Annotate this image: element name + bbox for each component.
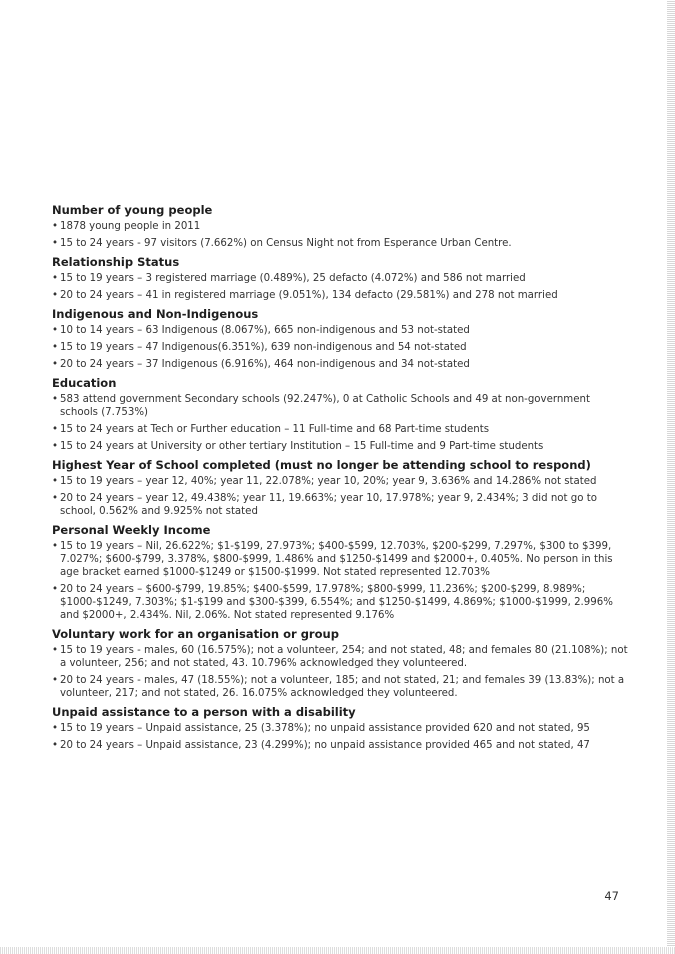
list-item: • 20 to 24 years – Unpaid assistance, 23 (4.299%); no unpaid assistance provided 465 and not stated, 47 <box>52 739 630 752</box>
list-item: • 20 to 24 years – $600-$799, 19.85%; $400-$599, 17.978%; $800-$999, 11.236%; $200-$299, 8.989%; $1000-$1249, 7.303%; $1-$199 and $300-$399, 6.554%; and $1250-$1499, 4.869%; $1000-$1999, 2.996% and $2000+, 2.434%. Nil, 2.06%. Not stated represented 9.176% <box>52 583 630 622</box>
list-item: • 15 to 19 years – Nil, 26.622%; $1-$199, 27.973%; $400-$599, 12.703%, $200-$299, 7.297%, $300 to $399, 7.027%; $600-$799, 3.378%, $800-$999, 1.486% and $1250-$1499 and $2000+, 0.405%. No person in this age bracket earned $1000-$1249 or $1500-$1999. Not stated represented 12.703% <box>52 540 630 579</box>
bullet-list <box>52 722 630 752</box>
list-item: • 583 attend government Secondary schools (92.247%), 0 at Catholic Schools and 49 at non-government schools (7.753%) <box>52 393 630 419</box>
section-unpaid-assistance <box>52 705 630 752</box>
list-item: • 15 to 24 years at University or other tertiary Institution – 15 Full-time and 9 Part-time students <box>52 440 630 453</box>
bullet-list <box>52 644 630 700</box>
page-number: 47 <box>604 889 619 903</box>
section-indigenous <box>52 307 630 371</box>
list-item: • 15 to 19 years – 3 registered marriage (0.489%), 25 defacto (4.072%) and 586 not married <box>52 272 630 285</box>
section-personal-weekly-income <box>52 523 630 622</box>
section-heading: Voluntary work for an organisation or group <box>52 627 339 641</box>
list-item: • 15 to 19 years – 47 Indigenous(6.351%), 639 non-indigenous and 54 not-stated <box>52 341 630 354</box>
section-education <box>52 376 630 453</box>
document-body <box>52 203 630 757</box>
section-number-of-young-people <box>52 203 630 250</box>
list-item: • 10 to 14 years – 63 Indigenous (8.067%), 665 non-indigenous and 53 not-stated <box>52 324 630 337</box>
section-heading: Personal Weekly Income <box>52 523 211 537</box>
section-heading: Indigenous and Non-Indigenous <box>52 307 259 321</box>
list-item: • 20 to 24 years – 41 in registered marriage (9.051%), 134 defacto (29.581%) and 278 not married <box>52 289 630 302</box>
list-item: • 15 to 24 years at Tech or Further education – 11 Full-time and 68 Part-time students <box>52 423 630 436</box>
section-heading: Highest Year of School completed (must no longer be attending school to respond) <box>52 458 591 472</box>
list-item: • 20 to 24 years – year 12, 49.438%; year 11, 19.663%; year 10, 17.978%; year 9, 2.434%; 3 did not go to school, 0.562% and 9.925% not stated <box>52 492 630 518</box>
list-item: • 15 to 19 years – year 12, 40%; year 11, 22.078%; year 10, 20%; year 9, 3.636% and 14.286% not stated <box>52 475 630 488</box>
bullet-list <box>52 272 630 302</box>
list-item: • 1878 young people in 2011 <box>52 220 630 233</box>
section-relationship-status <box>52 255 630 302</box>
bullet-list <box>52 540 630 622</box>
list-item: • 20 to 24 years - males, 47 (18.55%); not a volunteer, 185; and not stated, 21; and females 39 (13.83%); not a volunteer, 217; and not stated, 26. 16.075% acknowledged they volunteered. <box>52 674 630 700</box>
bullet-list <box>52 324 630 371</box>
section-voluntary-work <box>52 627 630 700</box>
right-edge-pattern <box>667 0 675 954</box>
section-heading: Relationship Status <box>52 255 180 269</box>
list-item: • 15 to 19 years - males, 60 (16.575%); not a volunteer, 254; and not stated, 48; and females 80 (21.108%); not a volunteer, 256; and not stated, 43. 10.796% acknowledged they volunteered. <box>52 644 630 670</box>
list-item: • 15 to 19 years – Unpaid assistance, 25 (3.378%); no unpaid assistance provided 620 and not stated, 95 <box>52 722 630 735</box>
bullet-list <box>52 220 630 250</box>
section-heading: Education <box>52 376 117 390</box>
section-heading: Number of young people <box>52 203 213 217</box>
section-heading: Unpaid assistance to a person with a disability <box>52 705 356 719</box>
bullet-list <box>52 475 630 518</box>
bottom-edge-pattern <box>0 947 675 954</box>
list-item: • 20 to 24 years – 37 Indigenous (6.916%), 464 non-indigenous and 34 not-stated <box>52 358 630 371</box>
list-item: • 15 to 24 years - 97 visitors (7.662%) on Census Night not from Esperance Urban Centre. <box>52 237 630 250</box>
section-highest-year-of-school <box>52 458 630 518</box>
bullet-list <box>52 393 630 453</box>
